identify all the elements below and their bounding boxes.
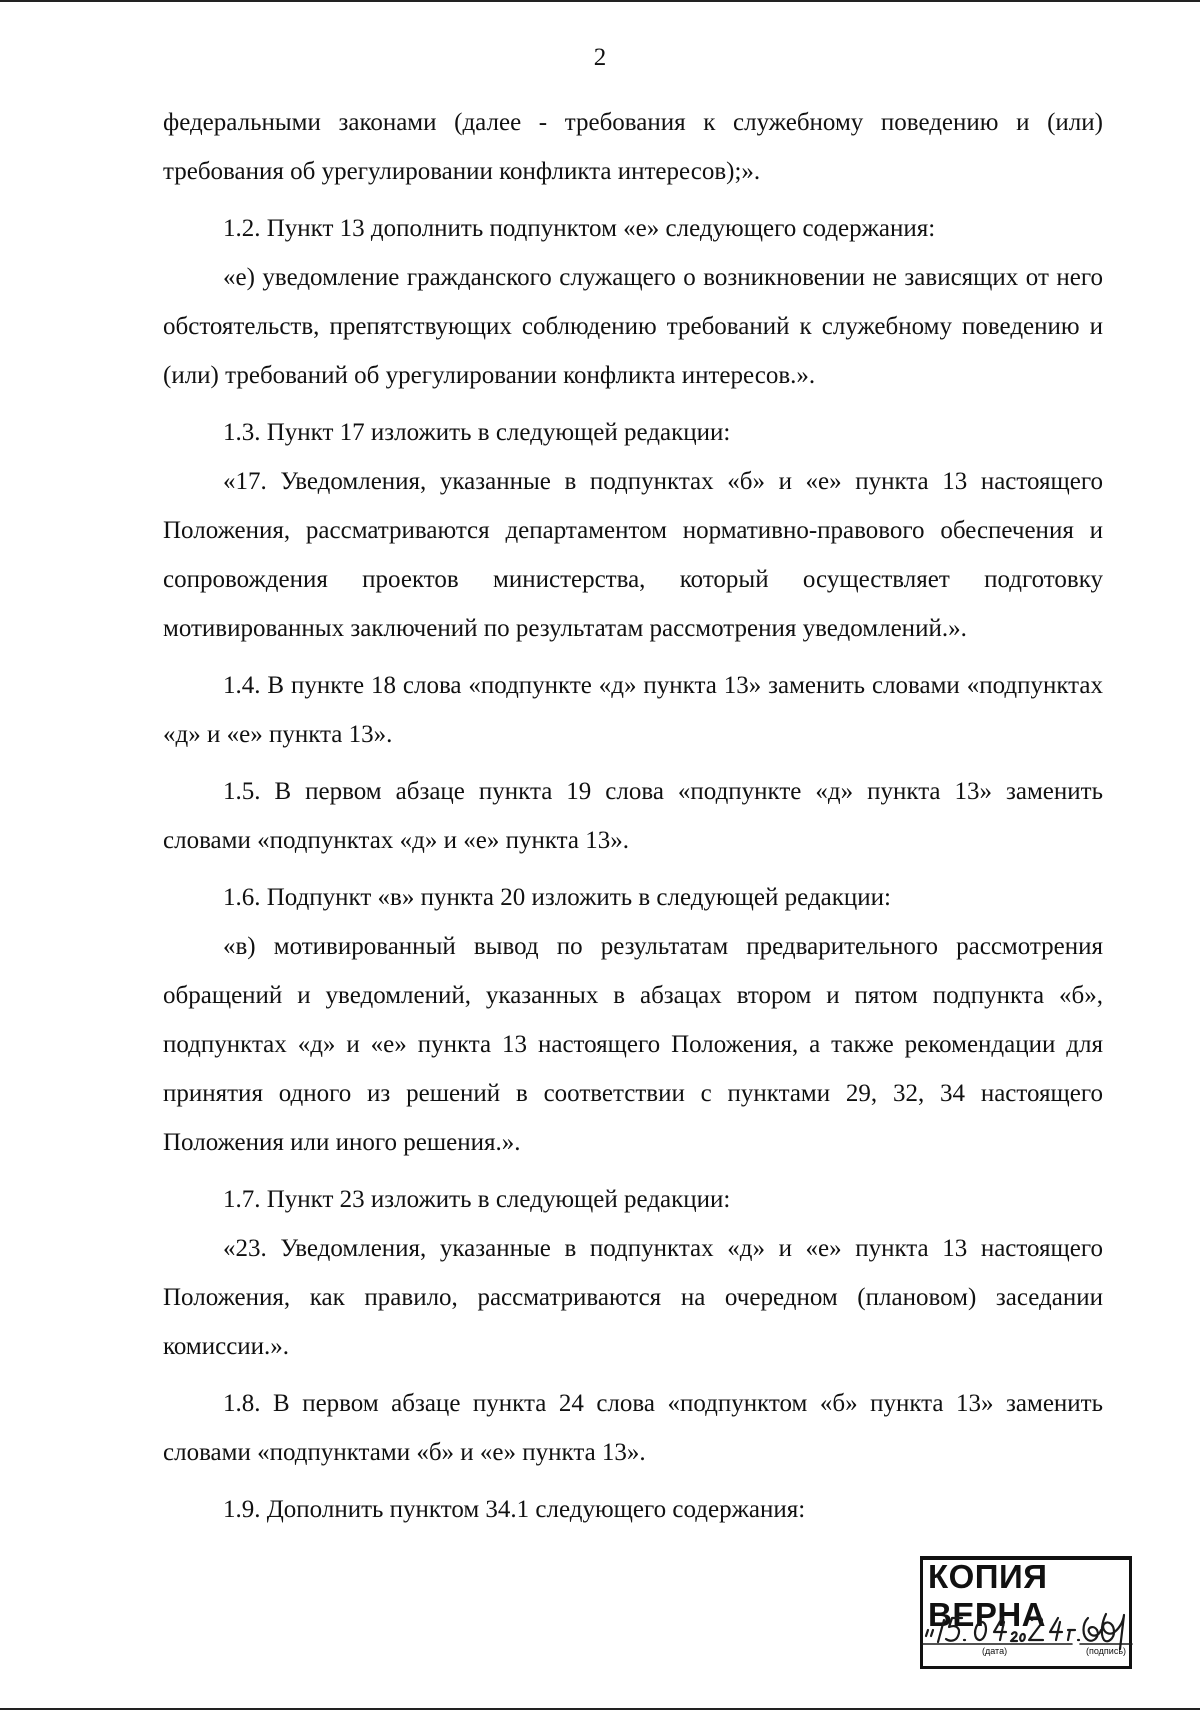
paragraph: 1.8. В первом абзаце пункта 24 слова «подпунктом «б» пункта 13» заменить словами «подпунктами «б» и «е» пункта 13». <box>163 1390 1103 1466</box>
paragraph: 1.6. Подпункт «в» пункта 20 изложить в следующей редакции: <box>223 884 891 911</box>
paragraph: 1.2. Пункт 13 дополнить подпунктом «е» следующего содержания: <box>223 215 936 242</box>
paragraph: «е) уведомление гражданского служащего о возникновении не зависящих от него обстоятельств, препятствующих соблюдению требований к служебному поведению и (или) требований об урегулировании конфликта интересов.». <box>163 264 1103 389</box>
scan-border-bottom <box>0 1708 1200 1710</box>
stamp-signature-caption: (подпись) <box>1086 1646 1127 1656</box>
page-number: 2 <box>593 44 607 71</box>
paragraph: 1.7. Пункт 23 изложить в следующей редакции: <box>223 1186 731 1213</box>
paragraph: «23. Уведомления, указанные в подпунктах «д» и «е» пункта 13 настоящего Положения, как правило, рассматриваются на очередном (плановом) заседании комиссии.». <box>163 1235 1103 1360</box>
document-body <box>163 98 1103 1534</box>
copy-certified-stamp <box>920 1556 1140 1676</box>
paragraph: 1.5. В первом абзаце пункта 19 слова «подпункте «д» пункта 13» заменить словами «подпунктах «д» и «е» пункта 13». <box>163 778 1103 854</box>
paragraph: 1.3. Пункт 17 изложить в следующей редакции: <box>223 419 731 446</box>
paragraph: «в) мотивированный вывод по результатам предварительного рассмотрения обращений и уведомлений, указанных в абзацах втором и пятом подпункта «б», подпунктах «д» и «е» пункта 13 настоящего Положения, а также рекомендации для принятия одного из решений в соответствии с пунктами 29, 32, 34 настоящего Положения или иного решения.». <box>163 933 1103 1156</box>
paragraph: федеральными законами (далее - требования к служебному поведению и (или) требования об урегулировании конфликта интересов);». <box>163 109 1103 185</box>
stamp-handwritten-signature <box>920 1600 1140 1676</box>
stamp-date-caption: (дата) <box>982 1646 1008 1656</box>
stamp-title: КОПИЯ ВЕРНА <box>928 1558 1048 1633</box>
paragraph: 1.9. Дополнить пунктом 34.1 следующего содержания: <box>223 1496 806 1523</box>
paragraph: «17. Уведомления, указанные в подпунктах «б» и «е» пункта 13 настоящего Положения, рассматриваются департаментом нормативно-правового обеспечения и сопровождения проектов министерства, который осуществляет подготовку мотивированных заключений по результатам рассмотрения уведомлений.». <box>163 468 1103 642</box>
scan-border-top <box>0 0 1200 2</box>
paragraph: 1.4. В пункте 18 слова «подпункте «д» пункта 13» заменить словами «подпунктах «д» и «е» пункта 13». <box>163 672 1103 748</box>
